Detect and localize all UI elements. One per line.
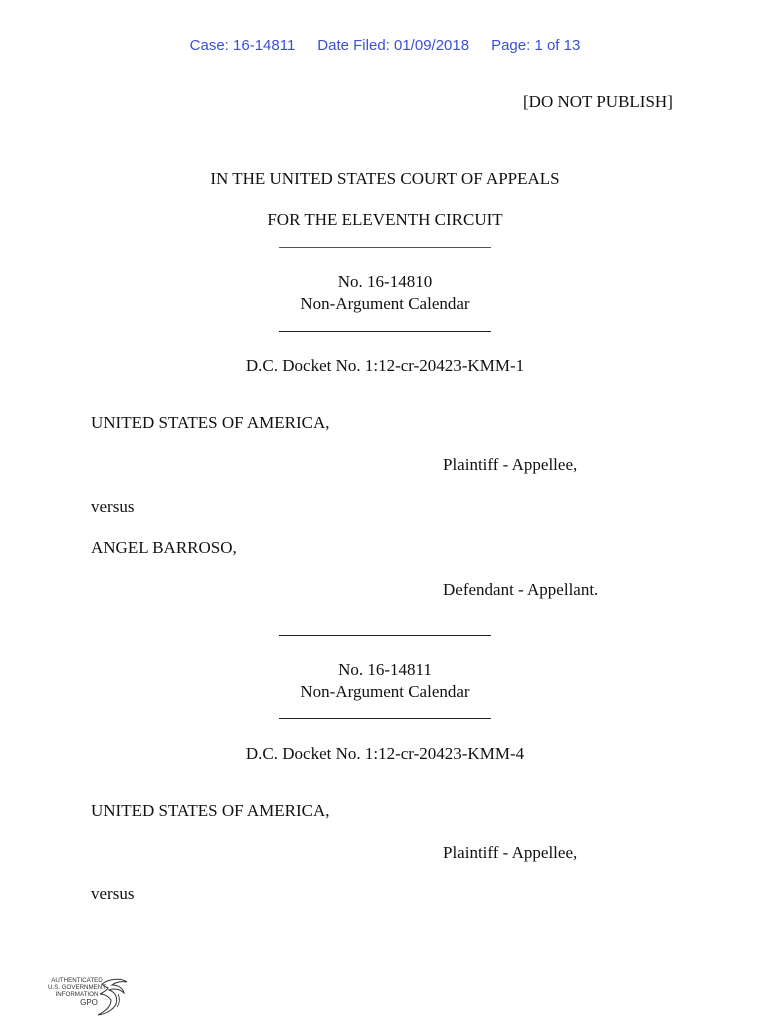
gpo-authentication-stamp: AUTHENTICATED U.S. GOVERNMENT INFORMATION GPO [44,976,130,1016]
divider [279,718,491,719]
versus-2: versus [91,884,135,903]
defendant-name-1: ANGEL BARROSO, [91,538,237,557]
plaintiff-name-1: UNITED STATES OF AMERICA, [91,413,330,432]
docket-number-1: D.C. Docket No. 1:12-cr-20423-KMM-1 [245,356,525,375]
date-filed-header: Date Filed: 01/09/2018 [317,37,470,54]
court-title: IN THE UNITED STATES COURT OF APPEALS [210,169,560,188]
divider [279,635,491,636]
case-number-header: Case: 16-14811 [189,37,296,54]
calendar-label-2: Non-Argument Calendar [300,682,470,701]
defendant-role-1: Defendant - Appellant. [443,580,599,599]
divider [279,247,491,248]
plaintiff-role-1: Plaintiff - Appellee, [443,455,578,474]
docket-number-2: D.C. Docket No. 1:12-cr-20423-KMM-4 [245,744,525,763]
plaintiff-role-2: Plaintiff - Appellee, [443,843,578,862]
case-header [0,37,770,54]
page-count-header: Page: 1 of 13 [491,37,581,54]
case-number-2: No. 16-14811 [338,660,432,679]
case-number-1: No. 16-14810 [337,272,433,291]
divider [279,331,491,332]
plaintiff-name-2: UNITED STATES OF AMERICA, [91,801,330,820]
versus-1: versus [91,497,135,516]
calendar-label-1: Non-Argument Calendar [300,294,470,313]
circuit-title: FOR THE ELEVENTH CIRCUIT [267,210,503,229]
do-not-publish-note: [DO NOT PUBLISH] [523,92,673,111]
eagle-logo-icon [96,976,130,1016]
